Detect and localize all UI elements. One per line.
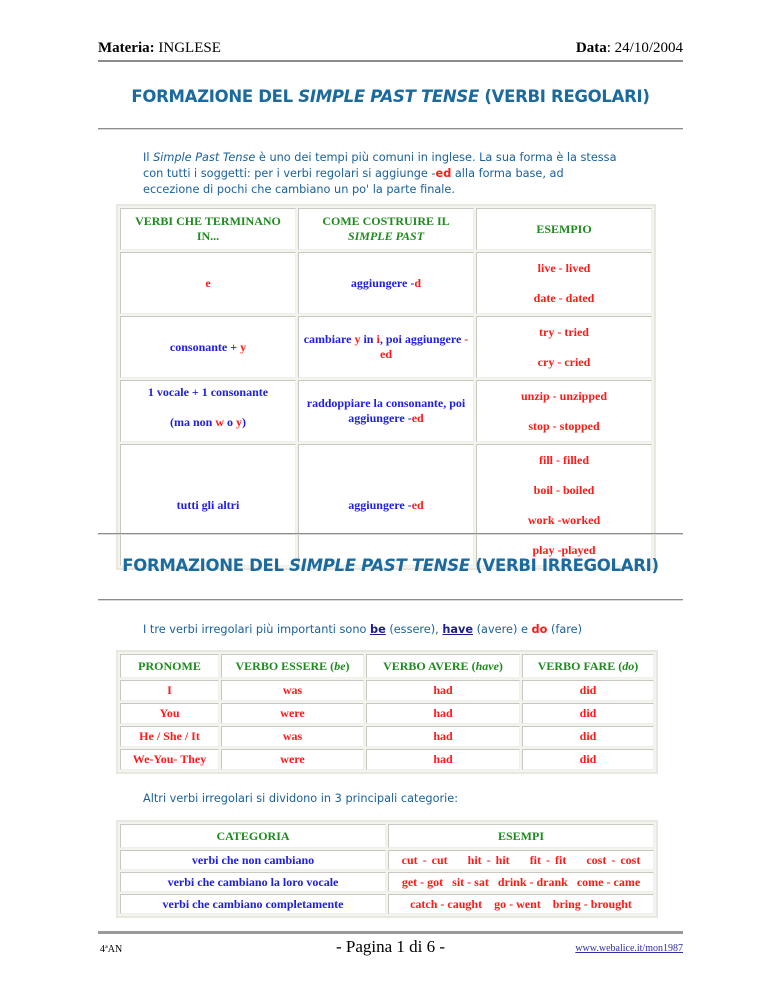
pronoun-cell: He / She / It (120, 726, 219, 747)
rule-letter: i (376, 332, 380, 346)
category-cell: verbi che non cambiano (120, 850, 386, 870)
section-title-irregular (98, 556, 683, 575)
table-row (120, 252, 652, 314)
do-cell: did (522, 680, 654, 701)
table-row (120, 316, 652, 378)
title-text: FORMAZIONE DEL (131, 87, 299, 106)
note-text: (ma non (169, 415, 216, 429)
irregular-categories-table (116, 820, 658, 918)
example-cell (476, 316, 652, 378)
page-number: - Pagina 1 di 6 - (335, 937, 446, 956)
text: alla forma base, ad eccezione di pochi che cambiano un po' la parte finale. (143, 167, 564, 196)
section-divider (98, 128, 683, 130)
header-cell-examples: ESEMPI (388, 824, 654, 848)
note-letter: y (236, 415, 242, 429)
example-item: boil - boiled (533, 483, 595, 497)
example-item: unzip - unzipped (520, 389, 608, 403)
rule-suffix: d (414, 275, 422, 290)
table-header-row (120, 654, 654, 678)
table-row (120, 850, 654, 870)
category-cell: verbi che cambiano completamente (120, 894, 386, 914)
header-cell-rule (298, 208, 474, 250)
title-italic: SIMPLE PAST TENSE (289, 556, 470, 575)
verb-do: do (531, 623, 548, 636)
regular-verbs-table (116, 204, 656, 570)
be-cell: were (221, 749, 364, 770)
table-row (120, 380, 652, 442)
rule-suffix: -ed (380, 332, 469, 361)
footer-divider (98, 931, 683, 934)
note-text: ) (242, 415, 246, 429)
example-cell (476, 444, 652, 566)
table-header-row (120, 208, 652, 250)
examples-cell (388, 894, 654, 914)
do-cell: did (522, 703, 654, 724)
example-item: drink - drank (497, 874, 568, 889)
header-cell (366, 654, 520, 678)
do-cell: did (522, 749, 654, 770)
subject-label: Materia: (98, 40, 155, 56)
example-item: go - went (494, 896, 541, 911)
link-be[interactable]: be (369, 623, 386, 636)
ending-cell: tutti gli altri (120, 444, 296, 566)
section-divider (98, 533, 683, 535)
table-row (120, 894, 654, 914)
example-item: cry - cried (537, 355, 591, 369)
header-italic: have (475, 658, 499, 673)
rule-cell (298, 316, 474, 378)
note-text: o (224, 415, 236, 429)
example-item: sit - sat (452, 874, 489, 889)
header-text-italic: SIMPLE PAST (347, 229, 425, 243)
header-cell (120, 654, 219, 678)
date-value: : 24/10/2004 (606, 40, 683, 56)
ending-text: 1 vocale + 1 consonante (147, 385, 269, 399)
header-text: PRONOME (138, 658, 201, 673)
example-item: play -played (532, 543, 596, 557)
text: Il (143, 151, 154, 164)
title-text: (VERBI IRREGOLARI) (469, 556, 659, 575)
table-row (120, 703, 654, 724)
text: (fare) (547, 623, 583, 636)
example-item: live - lived (537, 261, 591, 275)
table-row (120, 726, 654, 747)
example-item: cost - cost (586, 852, 641, 867)
example-item: bring - brought (552, 896, 632, 911)
header-text: VERBO FARE ( (537, 658, 623, 673)
example-item: catch - caught (410, 896, 483, 911)
ending-note (125, 411, 291, 433)
ending-cell (120, 380, 296, 442)
example-cell (476, 380, 652, 442)
text: (avere) e (473, 623, 532, 636)
header-cell (522, 654, 654, 678)
example-item: work -worked (527, 513, 601, 527)
table-row (120, 749, 654, 770)
do-cell: did (522, 726, 654, 747)
irregular-verbs-table (116, 650, 658, 774)
subject-value: INGLESE (154, 40, 221, 56)
table-row (120, 444, 652, 566)
example-item: hit - hit (467, 852, 510, 867)
rule-text: raddoppiare la consonante, poi aggiungere - (306, 396, 466, 425)
header-text: COME COSTRUIRE IL (322, 214, 450, 228)
header-cell-ending: VERBI CHE TERMINANO IN... (120, 208, 296, 250)
intro-paragraph-regular (143, 150, 623, 198)
example-item: fit - fit (529, 852, 567, 867)
class-label: 4ªAN (100, 944, 123, 955)
text: (essere), (385, 623, 443, 636)
have-cell: had (366, 703, 520, 724)
ending-letter: y (240, 339, 247, 354)
pronoun-cell: I (120, 680, 219, 701)
header-text: ) (345, 658, 350, 673)
section-divider (98, 599, 683, 601)
title-italic: SIMPLE PAST TENSE (298, 87, 479, 106)
example-item: come - came (576, 874, 641, 889)
category-cell: verbi che cambiano la loro vocale (120, 872, 386, 892)
header-text: VERBO AVERE ( (383, 658, 476, 673)
text: è uno dei tempi più comuni in inglese. La sua forma è la stessa con tutti i soggetti: per i verbi regolari si aggiunge - (143, 151, 617, 180)
text: I tre verbi irregolari più importanti sono (143, 623, 370, 636)
example-item: date - dated (533, 291, 595, 305)
intro-paragraph-irregular (143, 622, 663, 638)
title-text: (VERBI REGOLARI) (478, 87, 650, 106)
ending-cell: e (120, 252, 296, 314)
note-letter: w (215, 415, 224, 429)
header-italic: be (334, 658, 346, 673)
example-item: cut - cut (401, 852, 448, 867)
have-cell: had (366, 680, 520, 701)
header-text: VERBO ESSERE ( (235, 658, 335, 673)
table-row (120, 872, 654, 892)
rule-text: , poi aggiungere (379, 332, 465, 346)
header-text: ) (498, 658, 503, 673)
header-italic: do (622, 658, 635, 673)
rule-text: in (360, 332, 377, 346)
example-item: get - got (401, 874, 444, 889)
example-item: try - tried (539, 325, 589, 339)
examples-cell (388, 872, 654, 892)
page-header (98, 40, 683, 57)
title-text: FORMAZIONE DEL (122, 556, 290, 575)
rule-cell (298, 444, 474, 566)
subject-field (98, 40, 221, 57)
ending-text: consonante + (169, 339, 241, 354)
example-cell (476, 252, 652, 314)
have-cell: had (366, 726, 520, 747)
pronoun-cell: You (120, 703, 219, 724)
section-title-regular (98, 87, 683, 106)
be-cell: was (221, 726, 364, 747)
text-italic: Simple Past Tense (153, 151, 256, 164)
have-cell: had (366, 749, 520, 770)
rule-suffix: ed (411, 497, 424, 512)
examples-cell (388, 850, 654, 870)
rule-suffix: ed (411, 411, 424, 425)
rule-cell (298, 380, 474, 442)
table-header-row (120, 824, 654, 848)
example-item: stop - stopped (528, 419, 600, 433)
be-cell: was (221, 680, 364, 701)
header-cell-example: ESEMPIO (476, 208, 652, 250)
website-link[interactable]: www.webalice.it/mon1987 (575, 943, 683, 954)
intro-paragraph-categories: Altri verbi irregolari si dividono in 3 principali categorie: (143, 792, 459, 805)
date-field (576, 40, 683, 57)
date-label: Data (575, 40, 607, 56)
rule-letter: y (354, 332, 361, 346)
be-cell: were (221, 703, 364, 724)
header-divider (98, 60, 683, 62)
header-text: ) (634, 658, 639, 673)
rule-text: cambiare (303, 332, 355, 346)
link-have[interactable]: have (442, 623, 474, 636)
ending-cell (120, 316, 296, 378)
rule-text: aggiungere - (348, 497, 412, 512)
example-item: fill - filled (539, 453, 589, 467)
pronoun-cell: We-You- They (120, 749, 219, 770)
suffix-highlight: ed (435, 167, 452, 180)
header-cell (221, 654, 364, 678)
header-cell-category: CATEGORIA (120, 824, 386, 848)
rule-cell (298, 252, 474, 314)
rule-text: aggiungere - (350, 275, 415, 290)
table-row (120, 680, 654, 701)
